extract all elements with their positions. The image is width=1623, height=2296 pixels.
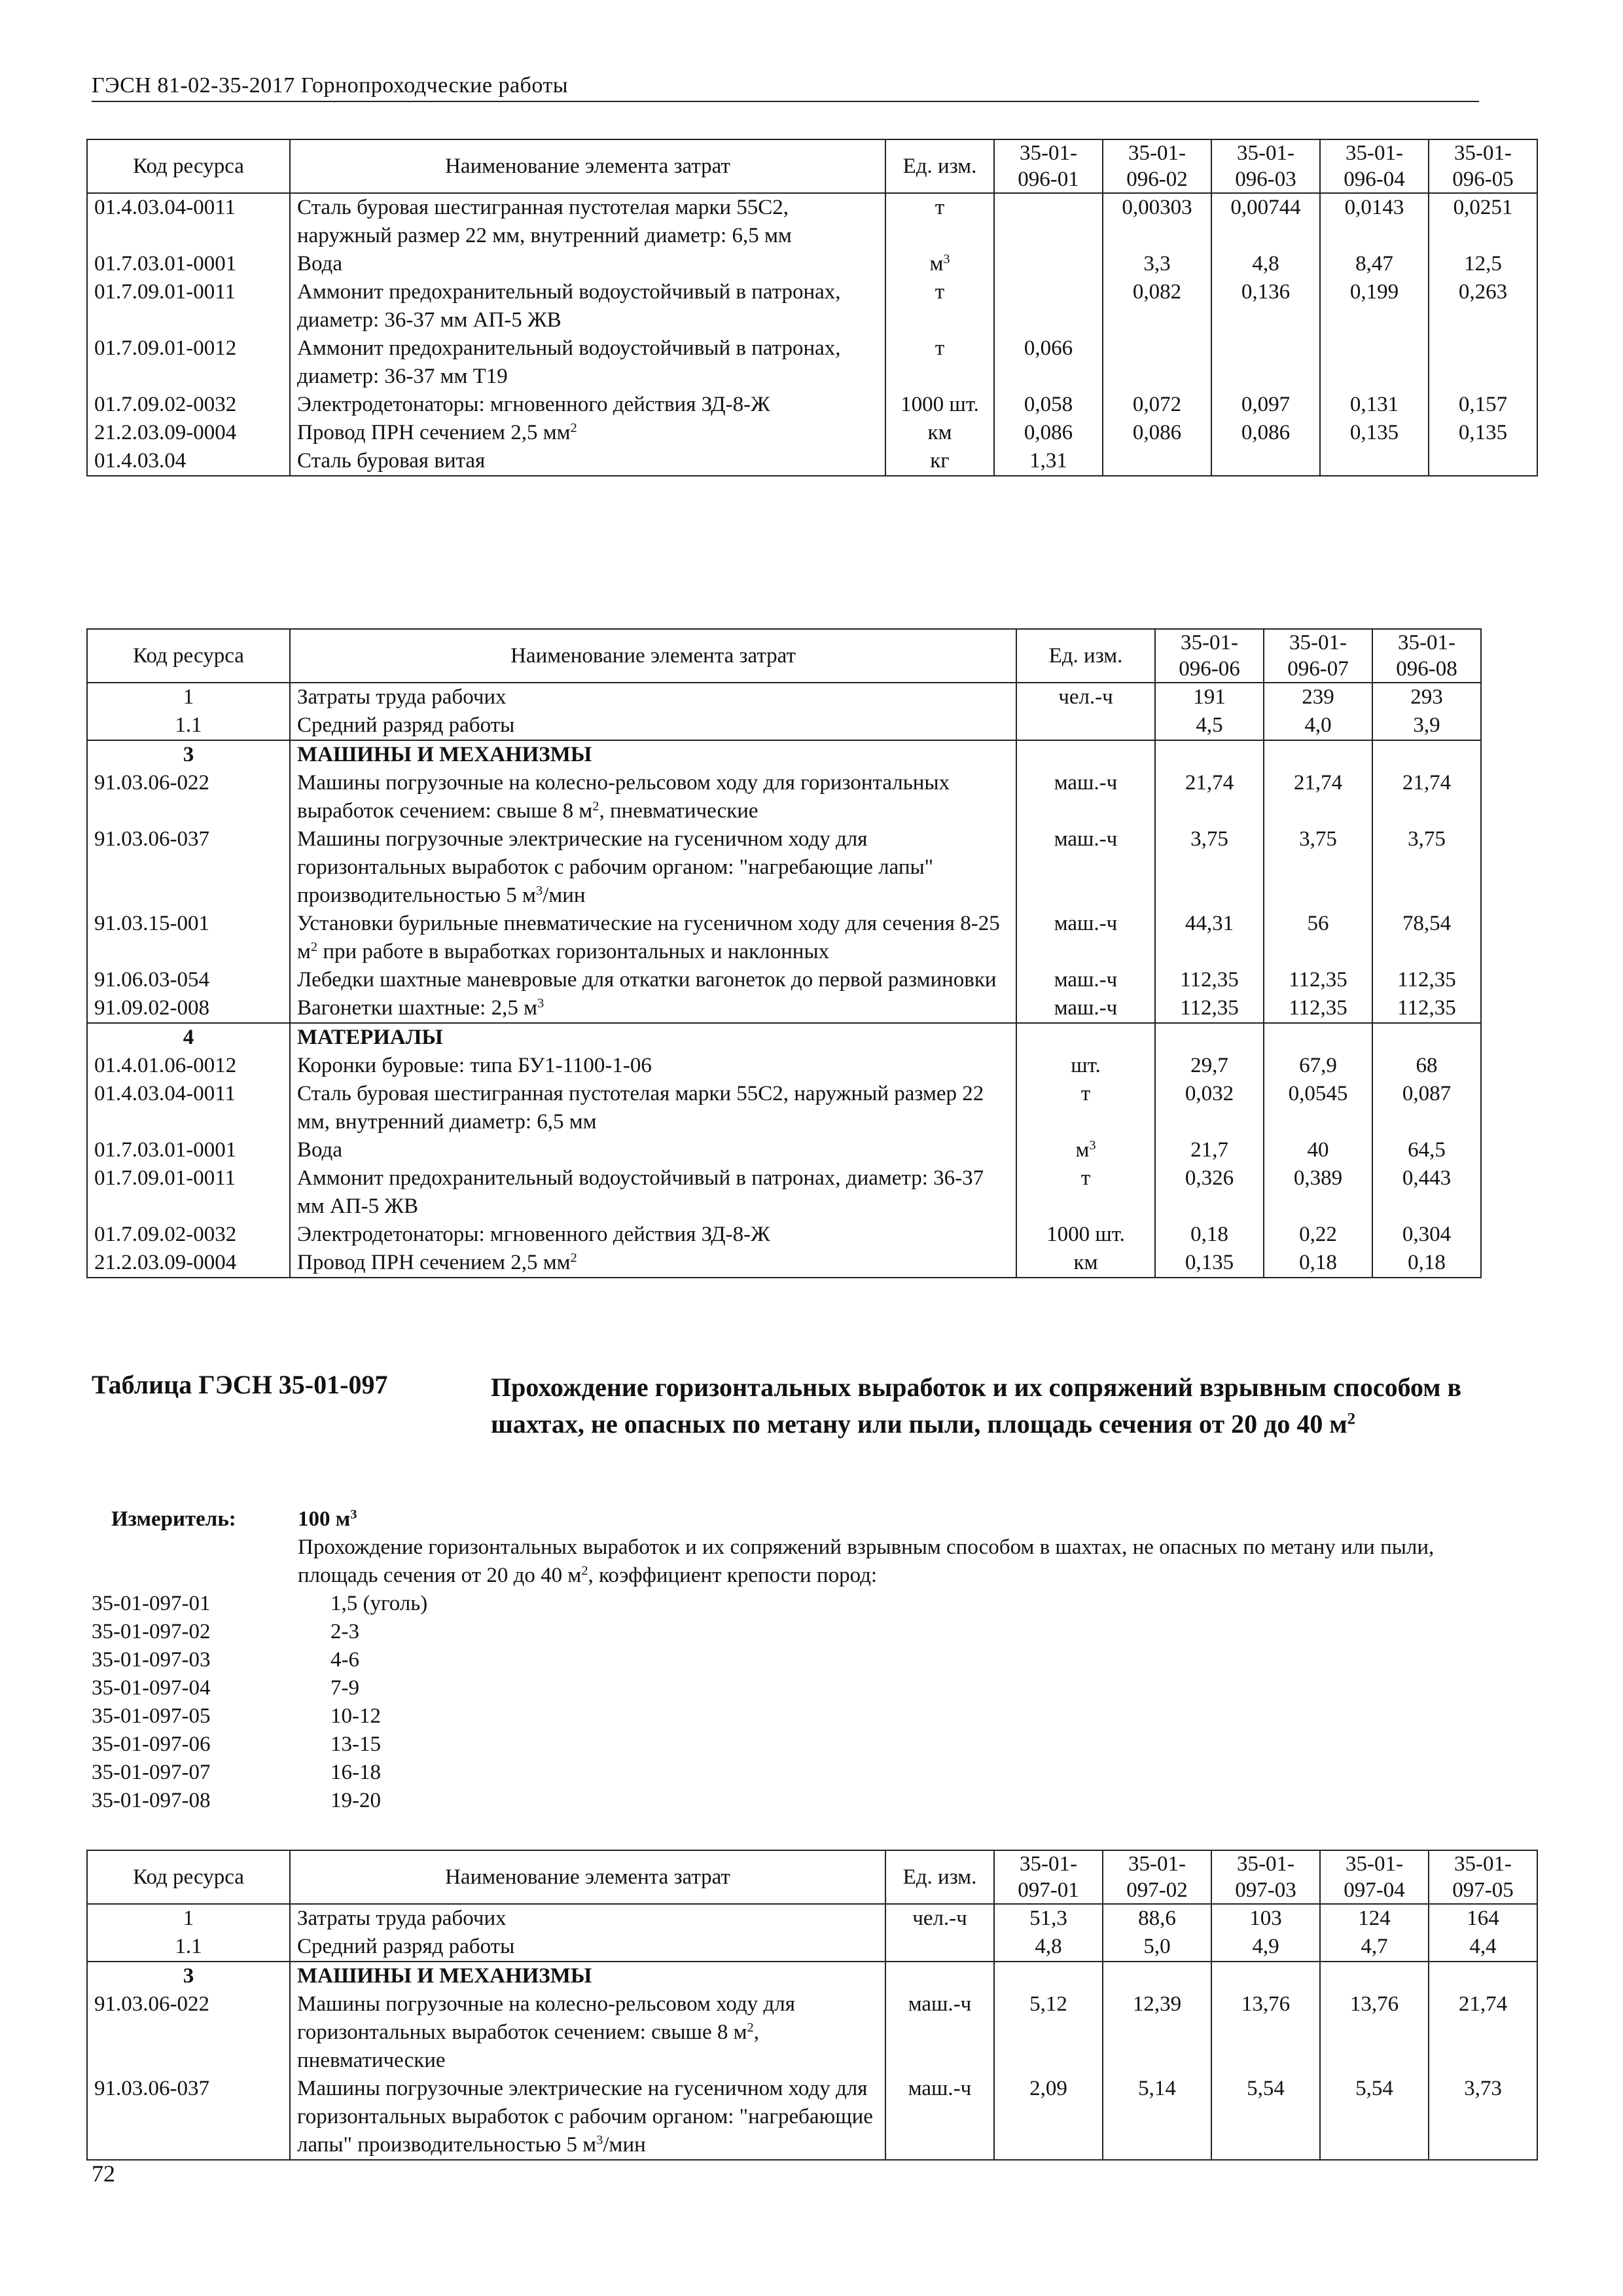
resource-code: 3 (87, 740, 290, 769)
cost-element-name: Лебедки шахтные маневровые для откатки вагонеток до первой разминовки (290, 966, 1016, 994)
norm-value: 56 (1264, 910, 1372, 966)
table-row (87, 1052, 1481, 1080)
norm-value: 21,74 (1264, 769, 1372, 825)
resource-table-096-01-05 (86, 139, 1538, 476)
page-number: 72 (92, 2161, 115, 2187)
norm-value: 3,75 (1372, 825, 1481, 910)
norm-value: 21,7 (1155, 1136, 1264, 1164)
norm-value: 3,9 (1372, 711, 1481, 740)
meter-description: Прохождение горизонтальных выработок и их сопряжений взрывным способом в шахтах, не опасных по метану или пыли, площадь сечения от 20 до 40 $м^2$, коэффициент крепости пород: (298, 1535, 1435, 1587)
norm-code: 35-01-097-04 (92, 1676, 211, 1700)
unit (885, 1933, 994, 1962)
column-header: 35-01- 097-01 (994, 1850, 1103, 1904)
resource-table-096-06-08 (86, 628, 1482, 1278)
table-row (87, 193, 1537, 250)
table-row (87, 391, 1537, 419)
norm-value: 29,7 (1155, 1052, 1264, 1080)
resource-code: 1 (87, 1904, 290, 1933)
resource-code: 4 (87, 1023, 290, 1052)
norm-value (994, 250, 1103, 278)
cost-element-name: Сталь буровая шестигранная пустотелая марки 55С2, наружный размер 22 мм, внутренний диаметр: 6,5 мм (290, 1080, 1016, 1136)
resource-code: 1.1 (87, 711, 290, 740)
norm-value (994, 1962, 1103, 1990)
norm-value: 0,082 (1103, 278, 1211, 334)
norm-value: 1,31 (994, 447, 1103, 476)
resource-code: 01.7.09.02-0032 (87, 391, 290, 419)
norm-value (1429, 334, 1537, 391)
norm-value: 0,18 (1155, 1221, 1264, 1249)
cost-element-name: Аммонит предохранительный водоустойчивый в патронах, диаметр: 36-37 мм Т19 (290, 334, 885, 391)
norm-value: 0,326 (1155, 1164, 1264, 1221)
norm-code: 35-01-097-03 (92, 1648, 211, 1672)
norm-value: 112,35 (1155, 994, 1264, 1023)
resource-code: 01.4.03.04 (87, 447, 290, 476)
norm-value: 0,135 (1429, 419, 1537, 447)
norm-value: 0,135 (1320, 419, 1429, 447)
norm-value: 0,131 (1320, 391, 1429, 419)
norm-value: 0,199 (1320, 278, 1429, 334)
resource-code: 01.7.09.01-0012 (87, 334, 290, 391)
norm-value: 51,3 (994, 1904, 1103, 1933)
norm-value: 5,12 (994, 1990, 1103, 2075)
norm-value: 21,74 (1429, 1990, 1537, 2075)
norm-value: 293 (1372, 683, 1481, 711)
norm-value: 0,157 (1429, 391, 1537, 419)
table-row (87, 1164, 1481, 1221)
rock-hardness: 1,5 (уголь) (330, 1592, 428, 1615)
cost-element-name: Сталь буровая витая (290, 447, 885, 476)
meter-label: Измеритель: (111, 1507, 236, 1531)
resource-code: 91.03.06-037 (87, 825, 290, 910)
unit: км (885, 419, 994, 447)
norm-value: 191 (1155, 683, 1264, 711)
rock-hardness: 16-18 (330, 1761, 381, 1784)
column-header: 35-01- 096-01 (994, 139, 1103, 193)
norm-value: 239 (1264, 683, 1372, 711)
table-row (87, 278, 1537, 334)
norm-value: 4,7 (1320, 1933, 1429, 1962)
table-row (87, 447, 1537, 476)
norm-value (994, 278, 1103, 334)
norm-value: 0,18 (1372, 1249, 1481, 1278)
norm-code: 35-01-097-06 (92, 1732, 211, 1756)
norm-value: 164 (1429, 1904, 1537, 1933)
table-row (87, 334, 1537, 391)
unit: т (1016, 1164, 1155, 1221)
norm-value: 40 (1264, 1136, 1372, 1164)
norm-code: 35-01-097-05 (92, 1704, 211, 1728)
cost-element-name: Электродетонаторы: мгновенного действия ЗД-8-Ж (290, 1221, 1016, 1249)
norm-value: 21,74 (1372, 769, 1481, 825)
norm-value: 13,76 (1320, 1990, 1429, 2075)
table-row (87, 683, 1481, 711)
unit: маш.-ч (1016, 966, 1155, 994)
norm-value: 5,54 (1320, 2075, 1429, 2160)
rock-hardness: 2-3 (330, 1620, 359, 1643)
resource-code: 21.2.03.09-0004 (87, 1249, 290, 1278)
cost-element-name: Машины погрузочные электрические на гусеничном ходу для горизонтальных выработок с рабочим органом: "нагребающие лапы" производительностью 5 $м^3$/мин (290, 2075, 885, 2160)
norm-value: 21,74 (1155, 769, 1264, 825)
norm-value: 0,389 (1264, 1164, 1372, 1221)
column-header: 35-01- 096-02 (1103, 139, 1211, 193)
unit: $м^3$ (1016, 1136, 1155, 1164)
unit (1016, 740, 1155, 769)
norm-value: 0,22 (1264, 1221, 1372, 1249)
column-header: 35-01- 097-03 (1211, 1850, 1320, 1904)
table-row (87, 1962, 1537, 1990)
norm-value: 0,136 (1211, 278, 1320, 334)
resource-code: 3 (87, 1962, 290, 1990)
norm-value: 4,9 (1211, 1933, 1320, 1962)
norm-code: 35-01-097-08 (92, 1789, 211, 1812)
table-row (87, 2075, 1537, 2160)
unit: т (885, 193, 994, 250)
table-row (87, 1904, 1537, 1933)
column-header: 35-01- 096-04 (1320, 139, 1429, 193)
table-row (87, 1221, 1481, 1249)
resource-code: 01.7.09.01-0011 (87, 1164, 290, 1221)
resource-code: 1.1 (87, 1933, 290, 1962)
norm-value: 8,47 (1320, 250, 1429, 278)
rock-hardness: 13-15 (330, 1732, 381, 1756)
unit: маш.-ч (1016, 994, 1155, 1023)
norm-value: 67,9 (1264, 1052, 1372, 1080)
norm-code: 35-01-097-07 (92, 1761, 211, 1784)
table-title: Прохождение горизонтальных выработок и их сопряжений взрывным способом в шахтах, не опасных по метану или пыли, площадь сечения от 20 до 40 $м^2$ (491, 1372, 1462, 1439)
rock-hardness: 7-9 (330, 1676, 359, 1700)
norm-value: 0,135 (1155, 1249, 1264, 1278)
norm-value: 124 (1320, 1904, 1429, 1933)
norm-value: 112,35 (1372, 966, 1481, 994)
table-row (87, 1023, 1481, 1052)
cost-element-name: МАШИНЫ И МЕХАНИЗМЫ (290, 1962, 885, 1990)
column-header: Ед. изм. (1016, 629, 1155, 683)
table-row (87, 966, 1481, 994)
column-header: Наименование элемента затрат (290, 629, 1016, 683)
norm-value (1103, 447, 1211, 476)
resource-code: 91.03.15-001 (87, 910, 290, 966)
column-header: 35-01- 096-03 (1211, 139, 1320, 193)
meter-unit: 100 $м^3$ (298, 1507, 357, 1531)
unit: маш.-ч (1016, 825, 1155, 910)
norm-value: 103 (1211, 1904, 1320, 1933)
norm-value: 4,5 (1155, 711, 1264, 740)
table-row (87, 250, 1537, 278)
table-row (87, 1249, 1481, 1278)
unit: маш.-ч (885, 2075, 994, 2160)
unit: чел.-ч (1016, 683, 1155, 711)
norm-value (1429, 447, 1537, 476)
resource-code: 01.4.01.06-0012 (87, 1052, 290, 1080)
resource-code: 91.03.06-022 (87, 1990, 290, 2075)
unit: $м^3$ (885, 250, 994, 278)
cost-element-name: Провод ПРН сечением 2,5 $мм^2$ (290, 1249, 1016, 1278)
norm-value: 5,14 (1103, 2075, 1211, 2160)
norm-value: 0,058 (994, 391, 1103, 419)
column-header: 35-01- 096-07 (1264, 629, 1372, 683)
cost-element-name: Сталь буровая шестигранная пустотелая марки 55С2, наружный размер 22 мм, внутренний диаметр: 6,5 мм (290, 193, 885, 250)
norm-value: 12,5 (1429, 250, 1537, 278)
unit: чел.-ч (885, 1904, 994, 1933)
norm-value (1155, 740, 1264, 769)
table-row (87, 1136, 1481, 1164)
norm-value: 0,032 (1155, 1080, 1264, 1136)
norm-value: 0,263 (1429, 278, 1537, 334)
norm-value (1155, 1023, 1264, 1052)
column-header: Наименование элемента затрат (290, 1850, 885, 1904)
table-row (87, 1080, 1481, 1136)
unit: маш.-ч (885, 1990, 994, 2075)
norm-value: 44,31 (1155, 910, 1264, 966)
table-row (87, 825, 1481, 910)
resource-code: 01.7.03.01-0001 (87, 250, 290, 278)
cost-element-name: Вагонетки шахтные: 2,5 $м^3$ (290, 994, 1016, 1023)
resource-code: 91.06.03-054 (87, 966, 290, 994)
column-header: Код ресурса (87, 629, 290, 683)
unit: шт. (1016, 1052, 1155, 1080)
table-row (87, 1933, 1537, 1962)
norm-value (1429, 1962, 1537, 1990)
norm-value: 0,304 (1372, 1221, 1481, 1249)
cost-element-name: Средний разряд работы (290, 1933, 885, 1962)
column-header: 35-01- 096-06 (1155, 629, 1264, 683)
norm-value: 78,54 (1372, 910, 1481, 966)
resource-code: 01.4.03.04-0011 (87, 1080, 290, 1136)
column-header: 35-01- 096-05 (1429, 139, 1537, 193)
norm-value: 0,086 (994, 419, 1103, 447)
column-header: 35-01- 097-04 (1320, 1850, 1429, 1904)
norm-value (1372, 1023, 1481, 1052)
norm-value: 112,35 (1264, 966, 1372, 994)
norm-value: 0,066 (994, 334, 1103, 391)
resource-code: 91.03.06-037 (87, 2075, 290, 2160)
norm-value: 2,09 (994, 2075, 1103, 2160)
unit: т (885, 334, 994, 391)
cost-element-name: Затраты труда рабочих (290, 1904, 885, 1933)
cost-element-name: Средний разряд работы (290, 711, 1016, 740)
table-row (87, 740, 1481, 769)
norm-value (1103, 334, 1211, 391)
norm-value: 0,00303 (1103, 193, 1211, 250)
cost-element-name: Вода (290, 250, 885, 278)
norm-value: 3,75 (1264, 825, 1372, 910)
resource-code: 91.09.02-008 (87, 994, 290, 1023)
running-header: ГЭСН 81-02-35-2017 Горнопроходческие работы (92, 73, 1479, 102)
norm-value: 5,0 (1103, 1933, 1211, 1962)
norm-value (1320, 1962, 1429, 1990)
table-row (87, 1990, 1537, 2075)
table-row (87, 711, 1481, 740)
unit (1016, 1023, 1155, 1052)
column-header: Наименование элемента затрат (290, 139, 885, 193)
norm-value: 0,087 (1372, 1080, 1481, 1136)
cost-element-name: Коронки буровые: типа БУ1-1100-1-06 (290, 1052, 1016, 1080)
rock-hardness: 10-12 (330, 1704, 381, 1728)
norm-value: 4,8 (994, 1933, 1103, 1962)
norm-value: 0,00744 (1211, 193, 1320, 250)
norm-value (1320, 447, 1429, 476)
norm-value: 4,4 (1429, 1933, 1537, 1962)
norm-value (1372, 740, 1481, 769)
norm-value (994, 193, 1103, 250)
norm-value (1320, 334, 1429, 391)
unit: т (885, 278, 994, 334)
norm-value (1211, 334, 1320, 391)
norm-value: 64,5 (1372, 1136, 1481, 1164)
norm-value: 0,18 (1264, 1249, 1372, 1278)
table-row (87, 769, 1481, 825)
column-header: Код ресурса (87, 139, 290, 193)
unit: т (1016, 1080, 1155, 1136)
table-row (87, 994, 1481, 1023)
cost-element-name: Машины погрузочные на колесно-рельсовом ходу для горизонтальных выработок сечением: свыше 8 $м^2$, пневматические (290, 769, 1016, 825)
norm-value: 0,086 (1211, 419, 1320, 447)
resource-code: 91.03.06-022 (87, 769, 290, 825)
column-header: Ед. изм. (885, 139, 994, 193)
norm-value: 68 (1372, 1052, 1481, 1080)
norm-value: 3,75 (1155, 825, 1264, 910)
norm-code: 35-01-097-01 (92, 1592, 211, 1615)
norm-value (1264, 740, 1372, 769)
column-header: 35-01- 097-05 (1429, 1850, 1537, 1904)
unit: кг (885, 447, 994, 476)
cost-element-name: Аммонит предохранительный водоустойчивый в патронах, диаметр: 36-37 мм АП-5 ЖВ (290, 1164, 1016, 1221)
column-header: 35-01- 096-08 (1372, 629, 1481, 683)
table-row (87, 419, 1537, 447)
norm-value: 3,73 (1429, 2075, 1537, 2160)
norm-value: 5,54 (1211, 2075, 1320, 2160)
resource-code: 1 (87, 683, 290, 711)
resource-code: 01.7.09.01-0011 (87, 278, 290, 334)
norm-value: 112,35 (1372, 994, 1481, 1023)
column-header: 35-01- 097-02 (1103, 1850, 1211, 1904)
norm-value: 0,072 (1103, 391, 1211, 419)
cost-element-name: Электродетонаторы: мгновенного действия ЗД-8-Ж (290, 391, 885, 419)
norm-value: 112,35 (1155, 966, 1264, 994)
table-label: Таблица ГЭСН 35-01-097 (92, 1370, 388, 1399)
cost-element-name: Аммонит предохранительный водоустойчивый в патронах, диаметр: 36-37 мм АП-5 ЖВ (290, 278, 885, 334)
norm-value: 112,35 (1264, 994, 1372, 1023)
unit: км (1016, 1249, 1155, 1278)
unit (885, 1962, 994, 1990)
norm-value: 4,0 (1264, 711, 1372, 740)
resource-code: 01.7.09.02-0032 (87, 1221, 290, 1249)
cost-element-name: Вода (290, 1136, 1016, 1164)
norm-value: 4,8 (1211, 250, 1320, 278)
cost-element-name: Затраты труда рабочих (290, 683, 1016, 711)
cost-element-name: Машины погрузочные на колесно-рельсовом ходу для горизонтальных выработок сечением: свыше 8 $м^2$, пневматические (290, 1990, 885, 2075)
unit (1016, 711, 1155, 740)
norm-value: 0,443 (1372, 1164, 1481, 1221)
resource-code: 01.4.03.04-0011 (87, 193, 290, 250)
norm-value: 0,0143 (1320, 193, 1429, 250)
norm-value: 0,0251 (1429, 193, 1537, 250)
table-header-row (87, 1850, 1537, 1904)
resource-code: 01.7.03.01-0001 (87, 1136, 290, 1164)
norm-value (1103, 1962, 1211, 1990)
rock-hardness: 19-20 (330, 1789, 381, 1812)
column-header: Код ресурса (87, 1850, 290, 1904)
norm-value (1211, 1962, 1320, 1990)
rock-hardness: 4-6 (330, 1648, 359, 1672)
column-header: Ед. изм. (885, 1850, 994, 1904)
table-header-row (87, 139, 1537, 193)
cost-element-name: Машины погрузочные электрические на гусеничном ходу для горизонтальных выработок с рабочим органом: "нагребающие лапы" производительностью 5 $м^3$/мин (290, 825, 1016, 910)
resource-table-097-01-05 (86, 1850, 1538, 2161)
unit: 1000 шт. (885, 391, 994, 419)
unit: 1000 шт. (1016, 1221, 1155, 1249)
unit: маш.-ч (1016, 910, 1155, 966)
cost-element-name: Провод ПРН сечением 2,5 $мм^2$ (290, 419, 885, 447)
table-row (87, 910, 1481, 966)
cost-element-name: МАТЕРИАЛЫ (290, 1023, 1016, 1052)
norm-value: 12,39 (1103, 1990, 1211, 2075)
table-header-row (87, 629, 1481, 683)
norm-value: 88,6 (1103, 1904, 1211, 1933)
cost-element-name: Установки бурильные пневматические на гусеничном ходу для сечения 8-25 $м^2$ при работе в выработках горизонтальных и наклонных (290, 910, 1016, 966)
norm-value (1211, 447, 1320, 476)
norm-code: 35-01-097-02 (92, 1620, 211, 1643)
norm-value: 0,0545 (1264, 1080, 1372, 1136)
cost-element-name: МАШИНЫ И МЕХАНИЗМЫ (290, 740, 1016, 769)
norm-value: 13,76 (1211, 1990, 1320, 2075)
norm-value (1264, 1023, 1372, 1052)
resource-code: 21.2.03.09-0004 (87, 419, 290, 447)
norm-value: 0,097 (1211, 391, 1320, 419)
unit: маш.-ч (1016, 769, 1155, 825)
norm-value: 3,3 (1103, 250, 1211, 278)
norm-value: 0,086 (1103, 419, 1211, 447)
